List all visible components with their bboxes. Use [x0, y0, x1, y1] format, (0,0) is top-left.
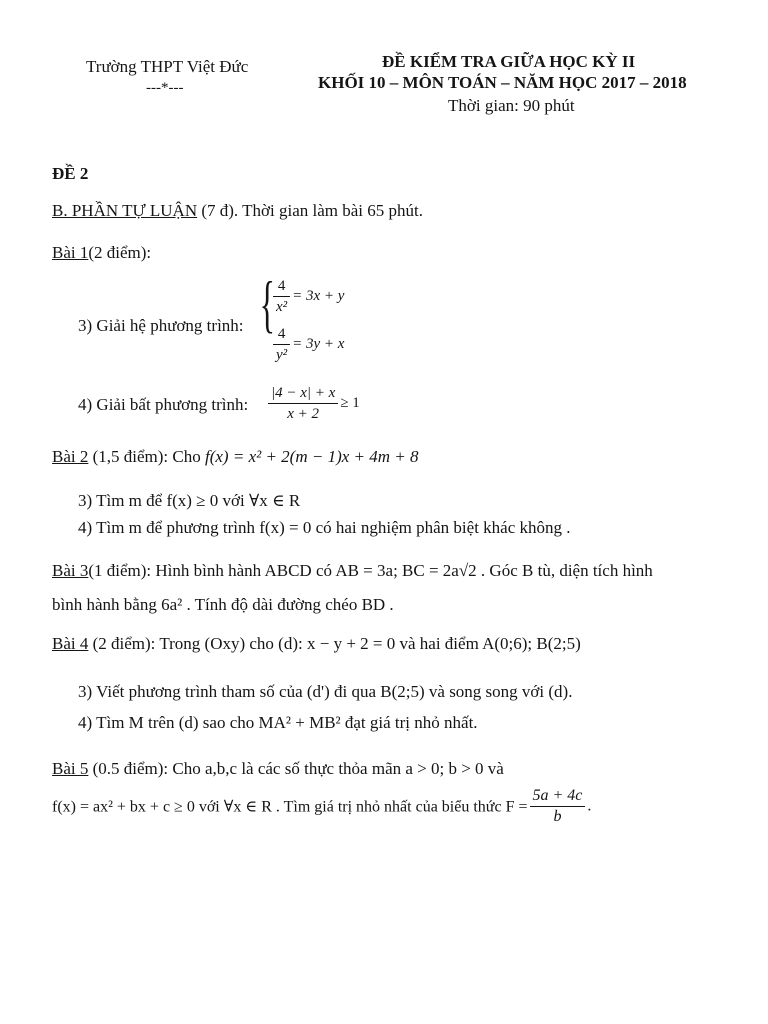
section-label: B. PHẦN TỰ LUẬN — [52, 201, 198, 220]
bai1-q4-inequality: $\frac{|4 - x| + x}{x + 2}$ ≥ 1 — [266, 383, 360, 424]
bai5-tail: . — [587, 797, 592, 815]
school-mark: ---*--- — [146, 80, 184, 96]
bai1-points: (2 điểm): — [88, 243, 152, 262]
bai1-heading — [52, 243, 151, 263]
bai1-label: Bài 1 — [52, 243, 89, 262]
bai5-label: Bài 5 — [52, 759, 89, 778]
bai3-text1: (1 điểm): Hình bình hành ABCD có AB = 3a; BC = 2a√2 . Góc B tù, diện tích hình — [88, 561, 653, 580]
bai1-q4-prefix: 4) Giải bất phương trình: — [78, 395, 249, 414]
bai5-fraction: $\frac{5a + 4c}{b}$ — [530, 786, 586, 827]
bai5-line2 — [52, 786, 591, 827]
bai4-q3: 3) Viết phương trình tham số của (d') đi qua B(2;5) và song song với (d). — [78, 682, 573, 701]
eq1-fraction: $\frac{4}{\text{x²}}$ — [273, 276, 290, 317]
bai3-label: Bài 3 — [52, 561, 89, 580]
bai5-line1 — [52, 759, 504, 779]
school-name: Trường THPT Việt Đức — [86, 57, 249, 76]
exam-title: ĐỀ KIỂM TRA GIỮA HỌC KỲ II — [382, 52, 636, 71]
bai2-function: f(x) = x² + 2(m − 1)x + 4m + 8 — [205, 447, 419, 466]
eq2-fraction: $\frac{4}{\text{y²}}$ — [273, 324, 290, 365]
section-heading — [52, 201, 423, 221]
bai1-q3-prefix: 3) Giải hệ phương trình: — [78, 316, 244, 335]
bai4-intro: (2 điểm): Trong (Oxy) cho (d): x − y + 2 = 0 và hai điểm A(0;6); B(2;5) — [88, 634, 581, 653]
exam-subtitle: KHỐI 10 – MÔN TOÁN – NĂM HỌC 2017 – 2018 — [318, 73, 687, 92]
bai5-text1: (0.5 điểm): Cho a,b,c là các số thực thỏa mãn a > 0; b > 0 và — [88, 759, 504, 778]
bai1-eq1: $\frac{4}{\text{x²}}$ = 3x + y — [271, 276, 344, 317]
exam-code: ĐỀ 2 — [52, 164, 89, 183]
bai2-q3: 3) Tìm m để f(x) ≥ 0 với ∀x ∈ R — [78, 491, 301, 510]
brace-symbol: { — [259, 268, 276, 339]
bai3-line2: bình hành bằng 6a² . Tính độ dài đường chéo BD . — [52, 595, 394, 614]
bai4-heading — [52, 634, 581, 654]
bai3-line1 — [52, 561, 653, 581]
bai2-points: (1,5 điểm): Cho — [88, 447, 205, 466]
section-rest: (7 đ). Thời gian làm bài 65 phút. — [197, 201, 423, 220]
q4-fraction: $\frac{|4 - x| + x}{x + 2}$ — [268, 383, 338, 424]
bai5-text2: f(x) = ax² + bx + c ≥ 0 với ∀x ∈ R . Tìm giá trị nhỏ nhất của biểu thức F = — [52, 798, 528, 816]
bai2-label: Bài 2 — [52, 447, 89, 466]
bai2-heading — [52, 447, 419, 467]
exam-time: Thời gian: 90 phút — [448, 96, 575, 115]
bai4-q4: 4) Tìm M trên (d) sao cho MA² + MB² đạt giá trị nhỏ nhất. — [78, 713, 478, 732]
bai2-q4: 4) Tìm m để phương trình f(x) = 0 có hai nghiệm phân biệt khác không . — [78, 518, 571, 537]
bai1-eq2: $\frac{4}{\text{y²}}$ = 3y + x — [271, 324, 344, 365]
bai4-label: Bài 4 — [52, 634, 89, 653]
